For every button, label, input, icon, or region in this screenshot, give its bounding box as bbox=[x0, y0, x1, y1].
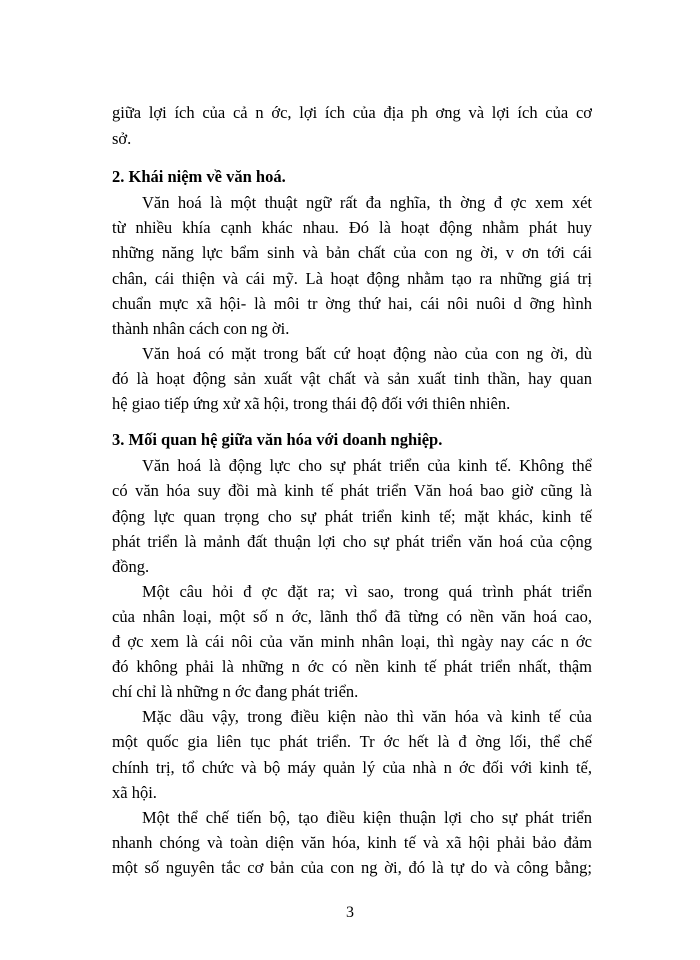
section-heading: 2. Khái niệm về văn hoá. bbox=[112, 167, 286, 187]
text-line: chí chỉ là những n ớc đang phát triển. bbox=[112, 682, 359, 702]
text-line: một số nguyên tắc cơ bản của con ng ời, đó là tự do và công bằng; bbox=[112, 858, 592, 877]
text-line: động lực quan trọng cho sự phát triển kinh tế; mặt khác, kinh tế bbox=[112, 506, 592, 526]
page-number: 3 bbox=[346, 904, 354, 921]
text-line: của nhân loại, một số n ớc, lãnh thổ đã từng có nền văn hoá cao, bbox=[112, 606, 592, 626]
text-line: giữa lợi ích của cả n ớc, lợi ích của địa ph ơng và lợi ích của cơ bbox=[112, 103, 592, 122]
text-line: hệ giao tiếp ứng xử xã hội, trong thái độ đối với thiên nhiên. bbox=[112, 394, 511, 414]
text-line: Văn hoá có mặt trong bất cứ hoạt động nào của con ng ời, dù bbox=[142, 343, 592, 363]
text-line: những năng lực bẩm sinh và bản chất của con ng ời, v ơn tới cái bbox=[112, 243, 592, 263]
text-line: Một thể chế tiến bộ, tạo điều kiện thuận lợi cho sự phát triển bbox=[142, 807, 592, 827]
text-line: chính trị, tổ chức và bộ máy quản lý của nhà n ớc đối với kinh tế, bbox=[112, 757, 592, 777]
text-line: chuẩn mực xã hội- là môi tr ờng thứ hai, cái nôi nuôi d ỡng hình bbox=[112, 293, 592, 313]
text-line: Văn hoá là một thuật ngữ rất đa nghĩa, th ờng đ ợc xem xét bbox=[142, 193, 592, 213]
text-line: thành nhân cách con ng ời. bbox=[112, 318, 290, 338]
text-line: nhanh chóng và toàn diện văn hóa, kinh tế và xã hội phải bảo đảm bbox=[112, 832, 592, 852]
text-line: sở. bbox=[112, 129, 132, 149]
text-line: có văn hóa suy đồi mà kinh tế phát triển Văn hoá bao giờ cũng là bbox=[112, 481, 592, 501]
text-line: đồng. bbox=[112, 556, 150, 576]
text-line: Mặc dầu vậy, trong điều kiện nào thì văn hóa và kinh tế của bbox=[142, 707, 592, 727]
text-line: chân, cái thiện và cái mỹ. Là hoạt động nhằm tạo ra những giá trị bbox=[112, 268, 592, 288]
text-line: đó là hoạt động sản xuất vật chất và sản xuất tinh thần, hay quan bbox=[112, 368, 592, 388]
text-line: đó không phải là những n ớc có nền kinh tế phát triển nhất, thậm bbox=[112, 657, 592, 677]
text-line: phát triển là mảnh đất thuận lợi cho sự phát triển văn hoá của cộng bbox=[112, 531, 592, 551]
section-heading: 3. Mối quan hệ giữa văn hóa với doanh nghiệp. bbox=[112, 430, 443, 450]
text-line: từ nhiều khía cạnh khác nhau. Đó là hoạt động nhằm phát huy bbox=[112, 218, 592, 238]
text-line: một quốc gia liên tục phát triển. Tr ớc hết là đ ờng lối, thể chế bbox=[112, 732, 592, 752]
text-line: Văn hoá là động lực cho sự phát triển của kinh tế. Không thể bbox=[142, 456, 592, 476]
text-line: xã hội. bbox=[112, 782, 157, 802]
text-line: đ ợc xem là cái nôi của văn minh nhân loại, thì ngày nay các n ớc bbox=[112, 632, 592, 652]
text-line: Một câu hỏi đ ợc đặt ra; vì sao, trong quá trình phát triển bbox=[142, 581, 592, 601]
